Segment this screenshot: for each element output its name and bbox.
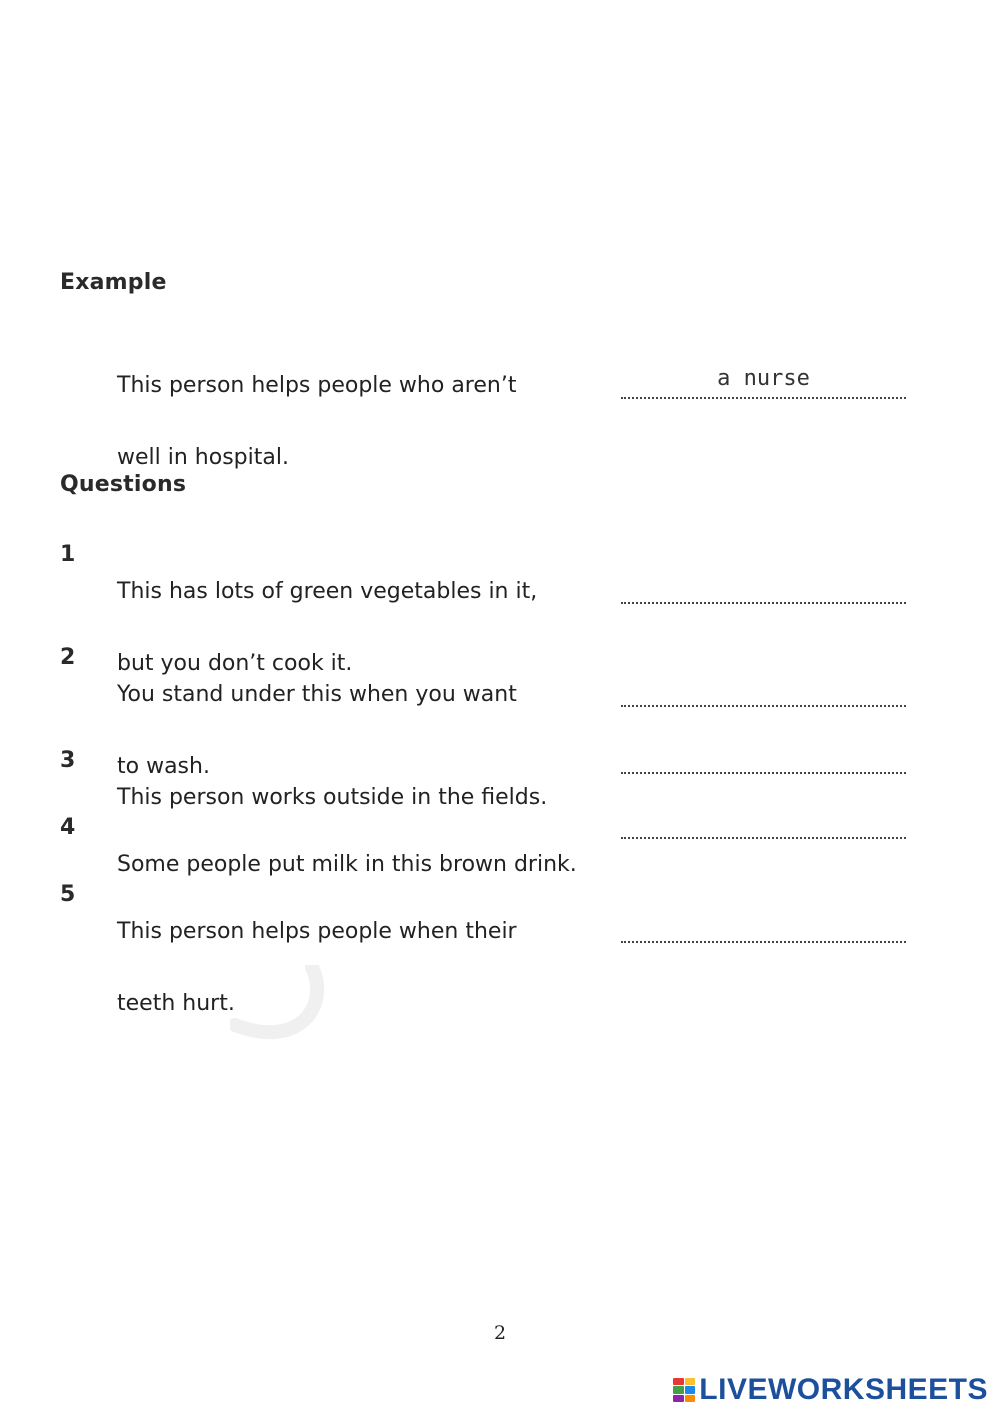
question-5-line-1: This person helps people when their bbox=[117, 919, 517, 944]
question-number-2: 2 bbox=[60, 645, 76, 670]
answer-line-1[interactable] bbox=[621, 600, 906, 604]
question-number-3: 3 bbox=[60, 748, 76, 773]
logo-tile bbox=[685, 1395, 696, 1402]
liveworksheets-logo-icon bbox=[673, 1378, 695, 1402]
logo-tile bbox=[685, 1386, 696, 1393]
question-3-line-1: This person works outside in the fields. bbox=[117, 785, 548, 810]
example-line-2: well in hospital. bbox=[117, 445, 289, 470]
question-4-line-1: Some people put milk in this brown drink. bbox=[117, 852, 577, 877]
answer-line-4[interactable] bbox=[621, 835, 906, 839]
example-answer-line bbox=[621, 395, 906, 399]
answer-line-3[interactable] bbox=[621, 770, 906, 774]
question-1-line-1: This has lots of green vegetables in it, bbox=[117, 579, 538, 604]
questions-heading: Questions bbox=[60, 472, 187, 497]
question-2-line-1: You stand under this when you want bbox=[117, 682, 517, 707]
logo-tile bbox=[685, 1378, 696, 1385]
brand-footer[interactable] bbox=[673, 1372, 988, 1408]
logo-tile bbox=[673, 1395, 684, 1402]
question-5-line-2: teeth hurt. bbox=[117, 991, 235, 1016]
question-number-4: 4 bbox=[60, 815, 76, 840]
example-answer: a nurse bbox=[717, 366, 810, 391]
example-line-1: This person helps people who aren’t bbox=[117, 373, 517, 398]
question-number-5: 5 bbox=[60, 882, 76, 907]
question-2-line-2: to wash. bbox=[117, 754, 210, 779]
example-question-text bbox=[117, 332, 597, 512]
question-1-line-2: but you don’t cook it. bbox=[117, 651, 353, 676]
question-text-5 bbox=[117, 878, 597, 1058]
answer-line-2[interactable] bbox=[621, 703, 906, 707]
curve-watermark-icon bbox=[230, 965, 325, 1045]
logo-tile bbox=[673, 1378, 684, 1385]
answer-line-5[interactable] bbox=[621, 939, 906, 943]
brand-name: LIVEWORKSHEETS bbox=[699, 1373, 988, 1406]
question-number-1: 1 bbox=[60, 542, 76, 567]
example-heading: Example bbox=[60, 270, 167, 295]
page-number: 2 bbox=[493, 1322, 507, 1344]
logo-tile bbox=[673, 1386, 684, 1393]
